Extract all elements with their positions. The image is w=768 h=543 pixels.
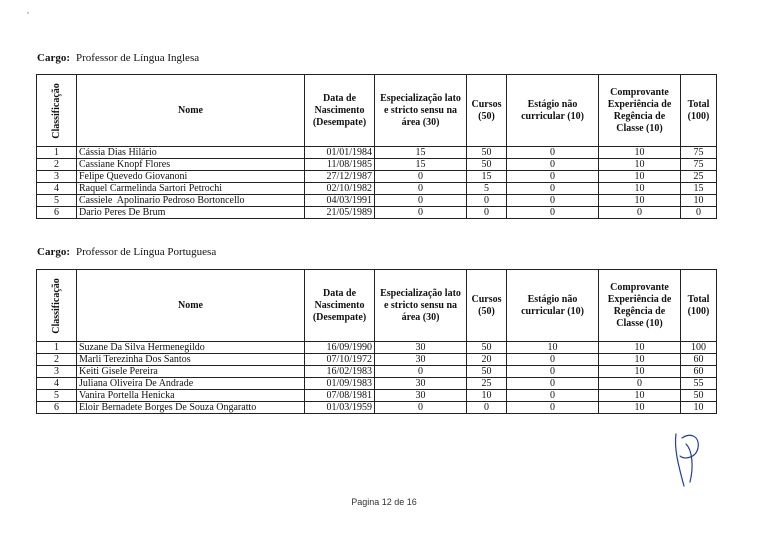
cell-especializacao: 0 <box>375 195 467 207</box>
cell-cursos: 50 <box>467 147 507 159</box>
table-row <box>37 147 717 159</box>
cell-estagio: 0 <box>507 207 599 219</box>
cell-data: 02/10/1982 <box>305 183 375 195</box>
cell-total: 75 <box>681 159 717 171</box>
cell-classificacao: 2 <box>37 354 77 366</box>
cell-especializacao: 0 <box>375 207 467 219</box>
cell-data: 01/01/1984 <box>305 147 375 159</box>
cell-total: 75 <box>681 147 717 159</box>
cell-classificacao: 6 <box>37 402 77 414</box>
cell-especializacao: 30 <box>375 390 467 402</box>
cell-estagio: 0 <box>507 183 599 195</box>
table-row <box>37 354 717 366</box>
table-header-row <box>37 270 717 342</box>
cargo-value: Professor de Língua Portuguesa <box>76 246 217 258</box>
table-header-row <box>37 75 717 147</box>
table-row <box>37 366 717 378</box>
cell-classificacao: 1 <box>37 147 77 159</box>
cargo-label: Cargo: <box>37 52 70 64</box>
cell-nome: Raquel Carmelinda Sartori Petrochi <box>77 183 305 195</box>
cell-nome: Suzane Da Silva Hermenegildo <box>77 342 305 354</box>
cell-classificacao: 4 <box>37 378 77 390</box>
header-data-nascimento: Data de Nascimento (Desempate) <box>305 270 375 342</box>
cargo-heading <box>37 52 199 64</box>
cell-nome: Dario Peres De Brum <box>77 207 305 219</box>
cell-estagio: 0 <box>507 195 599 207</box>
cell-classificacao: 5 <box>37 390 77 402</box>
cell-total: 25 <box>681 171 717 183</box>
header-comprovante: Comprovante Experiência de Regência de Classe (10) <box>599 75 681 147</box>
cell-comprovante: 10 <box>599 171 681 183</box>
header-classificacao: Classificação <box>37 270 77 342</box>
cell-comprovante: 10 <box>599 354 681 366</box>
cell-total: 10 <box>681 195 717 207</box>
header-estagio: Estágio não curricular (10) <box>507 75 599 147</box>
signature-mark <box>668 430 708 490</box>
cell-estagio: 0 <box>507 159 599 171</box>
cell-data: 11/08/1985 <box>305 159 375 171</box>
cell-estagio: 10 <box>507 342 599 354</box>
cell-cursos: 25 <box>467 378 507 390</box>
cell-classificacao: 5 <box>37 195 77 207</box>
scan-mark: , <box>27 6 29 15</box>
page-number: Pagina 12 de 16 <box>351 497 417 507</box>
header-nome: Nome <box>77 270 305 342</box>
header-cursos: Cursos (50) <box>467 270 507 342</box>
cell-nome: Vanira Portella Henicka <box>77 390 305 402</box>
cell-especializacao: 30 <box>375 378 467 390</box>
cell-cursos: 0 <box>467 207 507 219</box>
cell-total: 100 <box>681 342 717 354</box>
cell-classificacao: 3 <box>37 366 77 378</box>
cell-nome: Felipe Quevedo Giovanoni <box>77 171 305 183</box>
cell-nome: Marli Terezinha Dos Santos <box>77 354 305 366</box>
cell-estagio: 0 <box>507 366 599 378</box>
cell-estagio: 0 <box>507 171 599 183</box>
cell-nome: Cássia Dias Hilário <box>77 147 305 159</box>
cell-comprovante: 10 <box>599 366 681 378</box>
cell-data: 27/12/1987 <box>305 171 375 183</box>
cell-data: 07/10/1972 <box>305 354 375 366</box>
table-row <box>37 195 717 207</box>
table-row <box>37 171 717 183</box>
cell-classificacao: 4 <box>37 183 77 195</box>
cell-cursos: 5 <box>467 183 507 195</box>
cell-data: 01/03/1959 <box>305 402 375 414</box>
header-classificacao: Classificação <box>37 75 77 147</box>
cell-comprovante: 10 <box>599 342 681 354</box>
cell-data: 04/03/1991 <box>305 195 375 207</box>
cell-cursos: 50 <box>467 342 507 354</box>
cell-comprovante: 0 <box>599 207 681 219</box>
header-data-nascimento: Data de Nascimento (Desempate) <box>305 75 375 147</box>
cell-total: 15 <box>681 183 717 195</box>
cell-data: 16/02/1983 <box>305 366 375 378</box>
cell-especializacao: 15 <box>375 147 467 159</box>
table-row <box>37 183 717 195</box>
table-row <box>37 402 717 414</box>
cell-comprovante: 10 <box>599 159 681 171</box>
cell-comprovante: 10 <box>599 195 681 207</box>
cell-cursos: 0 <box>467 195 507 207</box>
table-row <box>37 342 717 354</box>
cell-especializacao: 0 <box>375 402 467 414</box>
cell-estagio: 0 <box>507 354 599 366</box>
table-row <box>37 159 717 171</box>
header-especializacao: Especialização lato e stricto sensu na área (30) <box>375 270 467 342</box>
table-row <box>37 390 717 402</box>
cell-cursos: 15 <box>467 171 507 183</box>
cell-total: 0 <box>681 207 717 219</box>
cargo-label: Cargo: <box>37 246 70 258</box>
cell-data: 16/09/1990 <box>305 342 375 354</box>
cell-total: 55 <box>681 378 717 390</box>
cell-estagio: 0 <box>507 147 599 159</box>
cell-nome: Cassiele Apolinario Pedroso Bortoncello <box>77 195 305 207</box>
cell-especializacao: 0 <box>375 171 467 183</box>
cell-especializacao: 0 <box>375 183 467 195</box>
table-row <box>37 378 717 390</box>
cell-estagio: 0 <box>507 378 599 390</box>
cell-classificacao: 6 <box>37 207 77 219</box>
cell-nome: Keiti Gisele Pereira <box>77 366 305 378</box>
cell-data: 07/08/1981 <box>305 390 375 402</box>
cell-comprovante: 10 <box>599 147 681 159</box>
ranking-table-portugues <box>36 269 717 414</box>
cell-especializacao: 30 <box>375 354 467 366</box>
cell-cursos: 20 <box>467 354 507 366</box>
cell-especializacao: 0 <box>375 366 467 378</box>
cell-cursos: 0 <box>467 402 507 414</box>
cell-data: 21/05/1989 <box>305 207 375 219</box>
cell-total: 60 <box>681 366 717 378</box>
cell-comprovante: 0 <box>599 378 681 390</box>
ranking-table-ingles <box>36 74 717 219</box>
cell-classificacao: 1 <box>37 342 77 354</box>
cell-nome: Eloir Bernadete Borges De Souza Ongaratto <box>77 402 305 414</box>
header-total: Total (100) <box>681 75 717 147</box>
table-row <box>37 207 717 219</box>
cell-total: 10 <box>681 402 717 414</box>
cell-total: 50 <box>681 390 717 402</box>
cell-classificacao: 2 <box>37 159 77 171</box>
cell-cursos: 50 <box>467 366 507 378</box>
cell-nome: Juliana Oliveira De Andrade <box>77 378 305 390</box>
cell-comprovante: 10 <box>599 183 681 195</box>
cell-classificacao: 3 <box>37 171 77 183</box>
cell-especializacao: 30 <box>375 342 467 354</box>
header-total: Total (100) <box>681 270 717 342</box>
header-comprovante: Comprovante Experiência de Regência de Classe (10) <box>599 270 681 342</box>
cell-especializacao: 15 <box>375 159 467 171</box>
cargo-value: Professor de Língua Inglesa <box>76 52 200 64</box>
cell-comprovante: 10 <box>599 390 681 402</box>
cell-estagio: 0 <box>507 390 599 402</box>
header-especializacao: Especialização lato e stricto sensu na área (30) <box>375 75 467 147</box>
cargo-heading <box>37 246 216 258</box>
header-estagio: Estágio não curricular (10) <box>507 270 599 342</box>
cell-cursos: 50 <box>467 159 507 171</box>
cell-nome: Cassiane Knopf Flores <box>77 159 305 171</box>
cell-total: 60 <box>681 354 717 366</box>
header-nome: Nome <box>77 75 305 147</box>
header-cursos: Cursos (50) <box>467 75 507 147</box>
cell-estagio: 0 <box>507 402 599 414</box>
cell-comprovante: 10 <box>599 402 681 414</box>
cell-data: 01/09/1983 <box>305 378 375 390</box>
cell-cursos: 10 <box>467 390 507 402</box>
